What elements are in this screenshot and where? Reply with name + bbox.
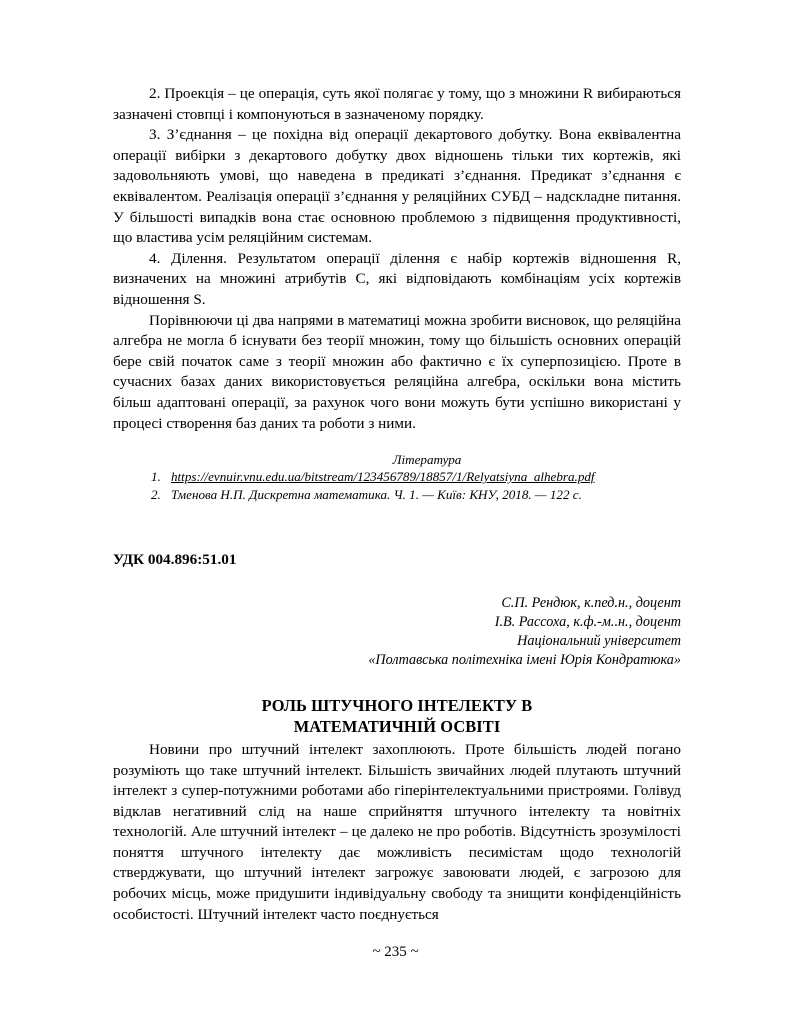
reference-item <box>113 468 681 485</box>
article-title <box>113 671 681 740</box>
page-number: ~ 235 ~ <box>372 944 419 960</box>
references-block <box>113 451 681 503</box>
affiliation-line-2: «Полтавська політехніка імені Юрія Кондратюка» <box>368 652 681 669</box>
author-name-1: С.П. Рендюк, к.пед.н., доцент <box>501 594 681 611</box>
paragraph-conclusion: Порівнюючи ці два напрями в математиці можна зробити висновок, що реляційна алгебра не могла б існувати без теорії множин, тому що більшість основних операцій бере свій початок саме з теорії множин або фактично є їх суперпозицією. Проте в сучасних базах даних використовується реляційна алгебра, оскільки вона містить більш адаптовані операції, за рахунок чого вони можуть бути успішно використані у процесі створення баз даних та роботи з ними. <box>113 311 681 432</box>
paragraph-ai-intro: Новини про штучний інтелект захоплюють. Проте більшість людей погано розуміють що таке штучний інтелект. Більшість звичайних людей плутають штучний інтелект з супер-потужними роботами або гіперінтелектуальними пристроями. Голівуд відклав негативний слід на наше сприйняття штучного інтелекту та новітніх технологій. Але штучний інтелект – це далеко не про роботів. Відсутність зрозумілості поняття штучного інтелекту дає можливість песимістам щодо технологій стверджувати, що штучний інтелект загрожує завоювати людей, є загрозою для робочих місць, може придушити індивідуальну свободу та знищити конфіденційність особистості. Штучний інтелект часто поєднується <box>113 740 681 923</box>
article-title-line-1: РОЛЬ ШТУЧНОГО ІНТЕЛЕКТУ В <box>261 695 533 715</box>
paragraph-projection: 2. Проекція – це операція, суть якої полягає у тому, що з множини R вибираються зазначені стовпці і компонуються в зазначеному порядку. <box>113 85 681 123</box>
references-list <box>113 468 681 503</box>
udc-code: УДК 004.896:51.01 <box>113 550 237 568</box>
reference-item <box>113 486 681 503</box>
article-title-line-2: МАТЕМАТИЧНІЙ ОСВІТІ <box>293 716 501 736</box>
author-block <box>113 570 681 671</box>
references-heading: Література <box>392 452 462 468</box>
affiliation-line-1: Національний університет <box>517 633 681 650</box>
paragraph-division: 4. Ділення. Результатом операції ділення є набір кортежів відношення R, визначених на множині атрибутів C, які відповідають комбінаціям усіх кортежів відношення S. <box>113 249 681 308</box>
reference-link[interactable]: https://evnuir.vnu.edu.ua/bitstream/123456789/18857/1/Relyatsiyna_alhebra.pdf <box>171 469 595 485</box>
reference-number: 1. <box>151 469 161 485</box>
reference-text: Тменова Н.П. Дискретна математика. Ч. 1. — Київ: КНУ, 2018. — 122 с. <box>171 486 582 502</box>
page-content <box>113 84 681 925</box>
author-name-2: І.В. Рассоха, к.ф.-м..н., доцент <box>494 613 681 630</box>
paragraph-join: 3. З’єднання – це похідна від операції декартового добутку. Вона еквівалентна операції вибірки з декартового добутку двох відношень тільки тих кортежів, які задовольняють умові, що наведена в предикаті з’єднання. Предикат з’єднання є еквівалентом. Реалізація операції з’єднання у реляційних СУБД – надскладне питання. У більшості випадків вона стає основною проблемою з підвищення продуктивності, що властива усім реляційним системам. <box>113 126 681 247</box>
reference-number: 2. <box>151 486 161 502</box>
